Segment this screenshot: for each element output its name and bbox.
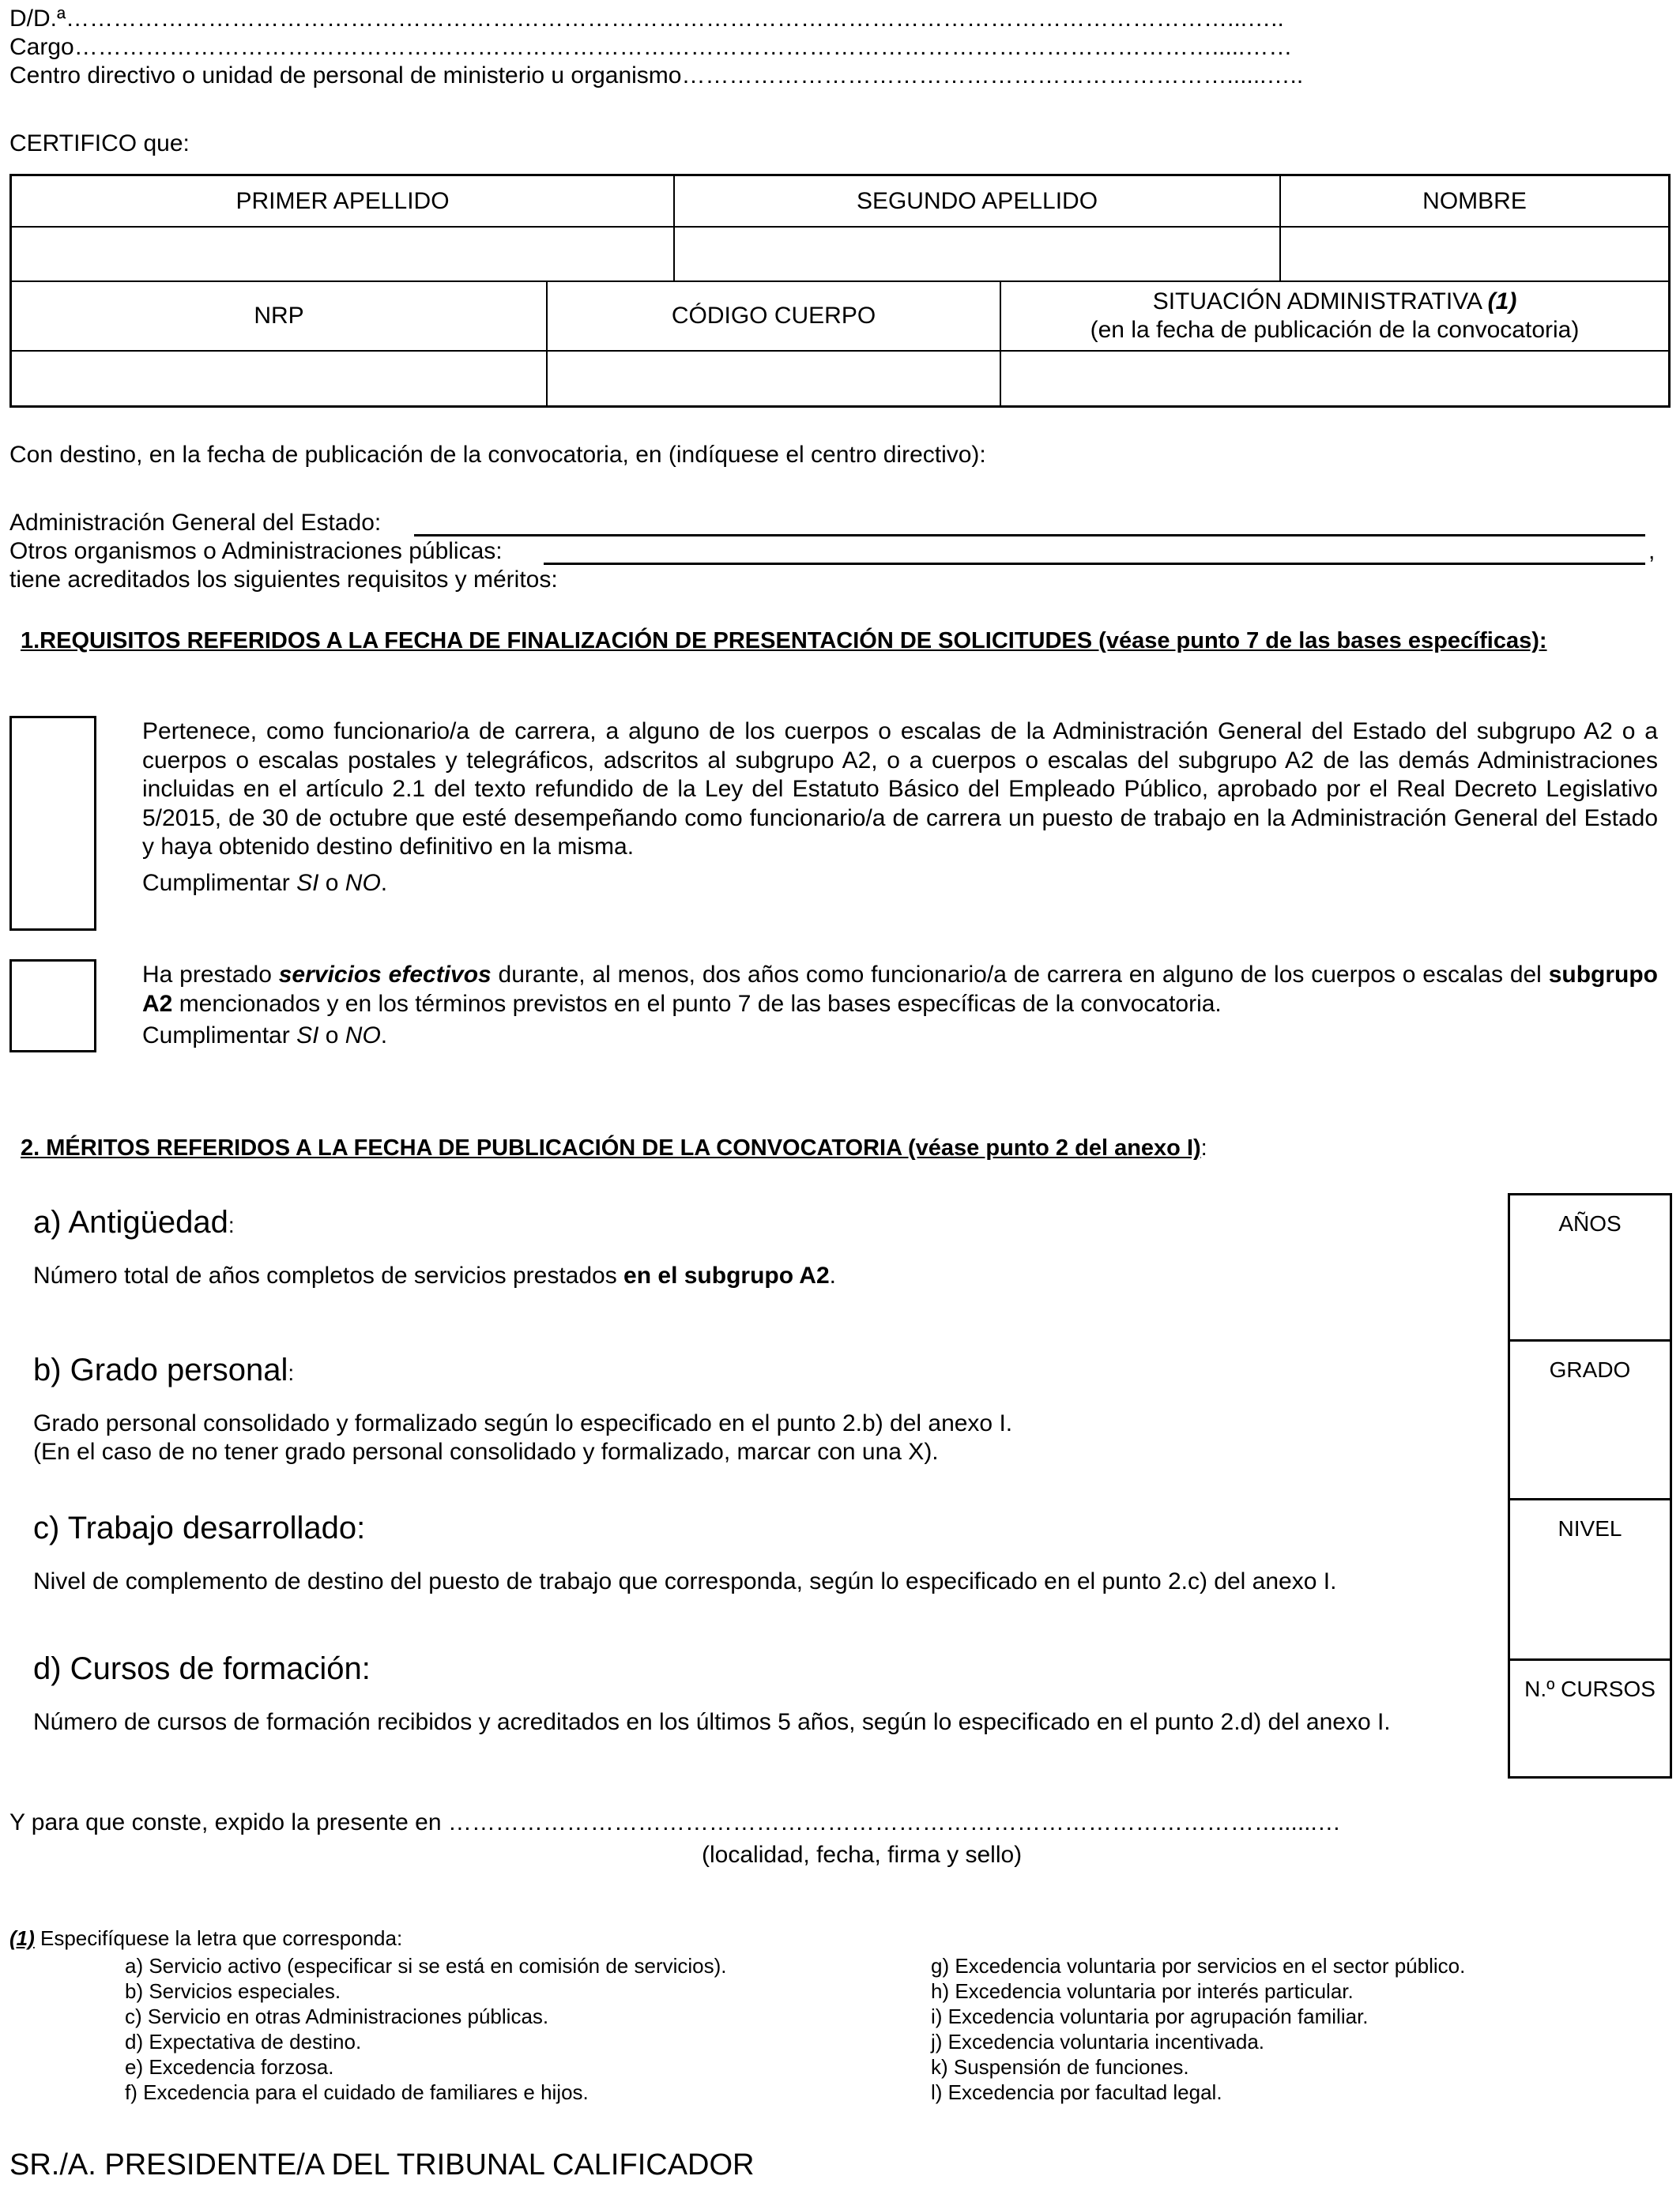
footnote-right-l: l) Excedencia por facultad legal. [931, 2080, 1222, 2104]
footnote-right-h: h) Excedencia voluntaria por interés particular. [931, 1979, 1354, 2003]
footnote-left-f: f) Excedencia para el cuidado de familiares e hijos. [125, 2080, 589, 2104]
segundo-apellido-field[interactable] [675, 228, 1279, 280]
expido-line: Y para que conste, expido la presente en ……………………………………………………………………………………………......… [9, 1809, 1341, 1835]
otros-input-line[interactable] [544, 563, 1645, 565]
footnote-right-k: k) Suspensión de funciones. [931, 2055, 1189, 2079]
nombre-field[interactable] [1281, 228, 1668, 280]
grado-title: b) Grado personal: [33, 1353, 295, 1387]
grado-text-2: (En el caso de no tener grado personal consolidado y formalizado, marcar con una X). [33, 1439, 939, 1465]
antiguedad-title: a) Antigüedad: [33, 1205, 235, 1240]
primer-apellido-field[interactable] [12, 228, 673, 280]
header-primer-apellido: PRIMER APELLIDO [235, 187, 450, 214]
footnote-right-g: g) Excedencia voluntaria por servicios en el sector público. [931, 1954, 1466, 1978]
antiguedad-text: Número total de años completos de servicios prestados en el subgrupo A2. [33, 1263, 836, 1289]
header-codigo-cuerpo: CÓDIGO CUERPO [671, 303, 876, 329]
nrp-field[interactable] [12, 352, 546, 405]
localidad-caption: (localidad, fecha, firma y sello) [702, 1842, 1023, 1868]
otros-comma: , [1648, 538, 1656, 564]
age-label: Administración General del Estado: [9, 510, 382, 536]
req2-text: Ha prestado servicios efectivos durante, al menos, dos años como funcionario/a de carrera en alguno de los cuerpos o escalas del subgrupo A2 mencionados y en los términos previstos en el punto 7 de las bases específicas de la convocatoria. [142, 962, 1658, 1017]
anos-box[interactable]: AÑOS [1508, 1193, 1672, 1342]
footnote-left-a: a) Servicio activo (especificar si se está en comisión de servicios). [125, 1954, 727, 1978]
situacion-field[interactable] [1001, 352, 1668, 405]
req1-text: Pertenece, como funcionario/a de carrera, a alguno de los cuerpos o escalas de la Administración General del Estado del subgrupo A2 o a cuerpos o escalas postales y telegráficos, adscritos al subgrupo A2, o a cuerpos o escalas del subgrupo A2 de las demás Administraciones incluidas en el artículo 2.1 del texto refundido de la Ley del Estatuto Básico del Empleado Público, aprobado por el Real Decreto Legislativo 5/2015, de 30 de octubre que esté desempeñando como funcionario/a de carrera un puesto de trabajo en la Administración General del Estado y haya obtenido destino definitivo en la misma. [142, 718, 1658, 860]
req2-checkbox[interactable] [9, 959, 96, 1052]
cursos-box[interactable]: N.º CURSOS [1508, 1658, 1672, 1779]
certifico-label: CERTIFICO que: [9, 130, 190, 156]
section1-title: 1.REQUISITOS REFERIDOS A LA FECHA DE FINALIZACIÓN DE PRESENTACIÓN DE SOLICITUDES (véase punto 7 de las bases específicas): [21, 628, 1547, 653]
trabajo-text: Nivel de complemento de destino del puesto de trabajo que corresponda, según lo especificado en el punto 2.c) del anexo I. [33, 1568, 1337, 1594]
header-nombre: NOMBRE [1422, 187, 1527, 214]
footnote-right-j: j) Excedencia voluntaria incentivada. [931, 2030, 1265, 2054]
header-situacion-administrativa: SITUACIÓN ADMINISTRATIVA (1) (en la fecha de publicación de la convocatoria) [1090, 288, 1580, 343]
footnote-left-d: d) Expectativa de destino. [125, 2030, 362, 2054]
cursos-title: d) Cursos de formación: [33, 1651, 371, 1686]
footnote-left-c: c) Servicio en otras Administraciones públicas. [125, 2005, 549, 2028]
nivel-box[interactable]: NIVEL [1508, 1498, 1672, 1661]
footnote-intro: (1) Especifíquese la letra que corresponda: [9, 1926, 403, 1950]
tiene-acreditados: tiene acreditados los siguientes requisitos y méritos: [9, 567, 558, 593]
destino-intro: Con destino, en la fecha de publicación de la convocatoria, en (indíquese el centro directivo): [9, 442, 986, 468]
codigo-cuerpo-field[interactable] [548, 352, 1000, 405]
req2-cumplimentar: Cumplimentar SI o NO. [142, 1022, 388, 1048]
grado-box[interactable]: GRADO [1508, 1339, 1672, 1500]
cursos-text: Número de cursos de formación recibidos y acreditados en los últimos 5 años, según lo especificado en el punto 2.d) del anexo I. [33, 1709, 1391, 1735]
footnote-left-e: e) Excedencia forzosa. [125, 2055, 334, 2079]
cargo-line: Cargo……………………………………………………………………………………………………………………………….....…… [9, 34, 1293, 60]
header-segundo-apellido: SEGUNDO APELLIDO [856, 187, 1098, 214]
addressee: SR./A. PRESIDENTE/A DEL TRIBUNAL CALIFICADOR [9, 2148, 755, 2182]
trabajo-title: c) Trabajo desarrollado: [33, 1511, 366, 1545]
otros-label: Otros organismos o Administraciones públicas: [9, 538, 503, 564]
header-nrp: NRP [254, 303, 304, 329]
footnote-left-b: b) Servicios especiales. [125, 1979, 341, 2003]
footnote-right-i: i) Excedencia voluntaria por agrupación familiar. [931, 2005, 1369, 2028]
identification-table [9, 174, 1671, 408]
req1-checkbox[interactable] [9, 716, 96, 931]
section2-title: 2. MÉRITOS REFERIDOS A LA FECHA DE PUBLICACIÓN DE LA CONVOCATORIA (véase punto 2 del anexo I): [21, 1135, 1207, 1161]
grado-text-1: Grado personal consolidado y formalizado según lo especificado en el punto 2.b) del anexo I. [33, 1410, 1013, 1436]
dd-line: D/D.ª…………………………………………………………………………………………………………………………………...….. [9, 6, 1284, 32]
req1-cumplimentar: Cumplimentar SI o NO. [142, 870, 388, 896]
centro-line: Centro directivo o unidad de personal de ministerio u organismo……………………………………………………………......….. [9, 62, 1304, 88]
age-input-line[interactable] [414, 534, 1645, 536]
